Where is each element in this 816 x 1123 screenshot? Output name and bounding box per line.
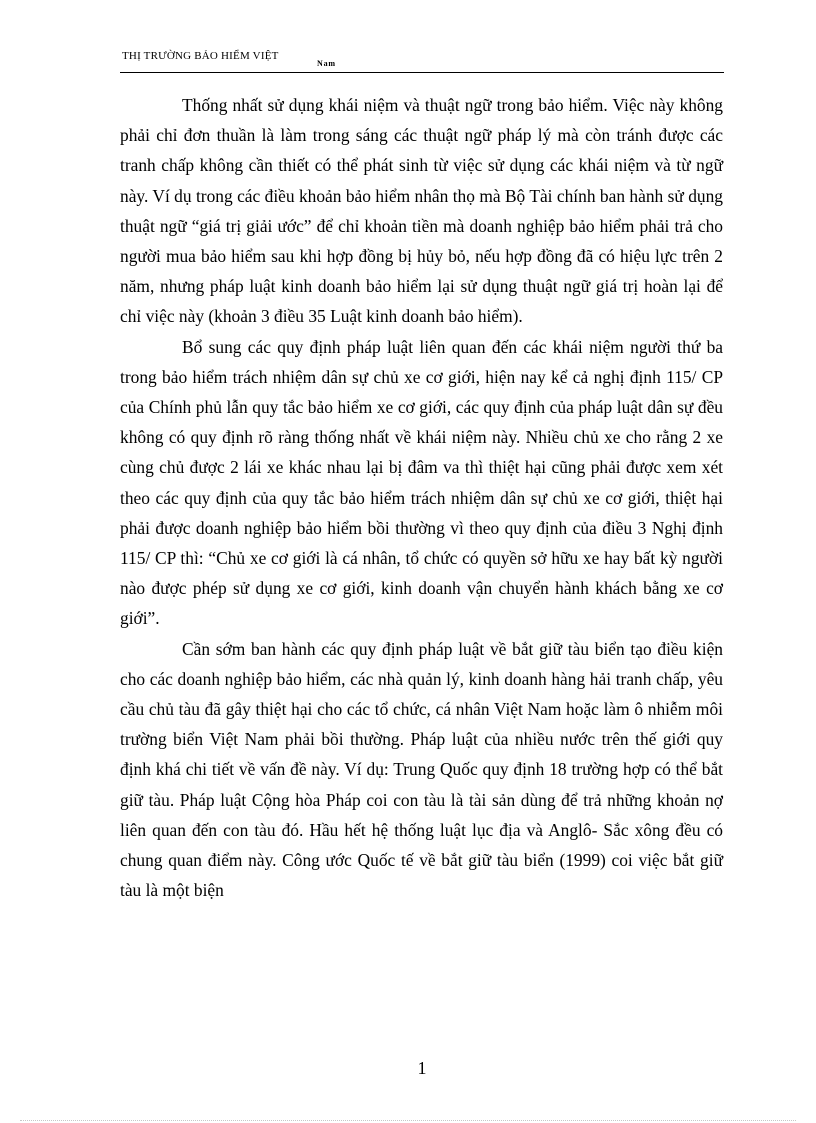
- paragraph-third-party: Bổ sung các quy định pháp luật liên quan đến các khái niệm người thứ ba trong bảo hiểm trách nhiệm dân sự chủ xe cơ giới, hiện nay kể cả nghị định 115/ CP của Chính phủ lẫn quy tắc bảo hiểm xe cơ giới, các quy định của pháp luật dân sự đều không có quy định rõ ràng thống nhất về khái niệm này. Nhiều chủ xe cho rằng 2 xe cùng chủ được 2 lái xe khác nhau lại bị đâm va thì thiệt hại cũng phải được xem xét theo các quy định của quy tắc bảo hiểm trách nhiệm dân sự chủ xe cơ giới, thiệt hại phải được doanh nghiệp bảo hiểm bồi thường vì theo quy định của điều 3 Nghị định 115/ CP thì: “Chủ xe cơ giới là cá nhân, tổ chức có quyền sở hữu xe hay bất kỳ người nào được phép sử dụng xe cơ giới, kinh doanh vận chuyển hành khách bằng xe cơ giới”.: [120, 336, 723, 629]
- header-subtitle: Nam: [317, 59, 336, 68]
- paragraph-terminology: Thống nhất sử dụng khái niệm và thuật ngữ trong bảo hiểm. Việc này không phải chỉ đơn thuần là làm trong sáng các thuật ngữ pháp lý mà còn tránh được các tranh chấp không cần thiết có thể phát sinh từ việc sử dụng các khái niệm và từ ngữ này. Ví dụ trong các điều khoản bảo hiểm nhân thọ mà Bộ Tài chính ban hành sử dụng thuật ngữ “giá trị giải ước” để chỉ khoản tiền mà doanh nghiệp bảo hiểm phải trả cho người mua bảo hiểm sau khi hợp đồng bị hủy bỏ, nếu hợp đồng đã có hiệu lực trên 2 năm, nhưng pháp luật kinh doanh bảo hiểm lại sử dụng thuật ngữ giá trị hoàn lại để chỉ việc này (khoản 3 điều 35 Luật kinh doanh bảo hiểm).: [120, 95, 723, 327]
- page-bottom-border: [20, 1120, 796, 1121]
- page-header: [120, 46, 724, 73]
- header-title: THỊ TRƯỜNG BẢO HIỂM VIỆT: [122, 50, 279, 62]
- paragraph-ship-arrest: Cần sớm ban hành các quy định pháp luật về bắt giữ tàu biển tạo điều kiện cho các doanh nghiệp bảo hiểm, các nhà quản lý, kinh doanh hàng hải tranh chấp, yêu cầu chủ tàu đã gây thiệt hại cho các tổ chức, cá nhân Việt Nam hoặc làm ô nhiễm môi trường biển Việt Nam phải bồi thường. Pháp luật của nhiều nước trên thế giới quy định khá chi tiết về vấn đề này. Ví dụ: Trung Quốc quy định 18 trường hợp có thể bắt giữ tàu. Pháp luật Cộng hòa Pháp coi con tàu là tài sản dùng để trả những khoản nợ liên quan đến con tàu đó. Hầu hết hệ thống luật lục địa và Anglô- Sắc xông đều có chung quan điểm này. Công ước Quốc tế về bắt giữ tàu biển (1999) coi việc bắt giữ tàu là một biện: [120, 638, 723, 901]
- page-number: 1: [417, 1058, 427, 1078]
- document-body: [120, 90, 723, 905]
